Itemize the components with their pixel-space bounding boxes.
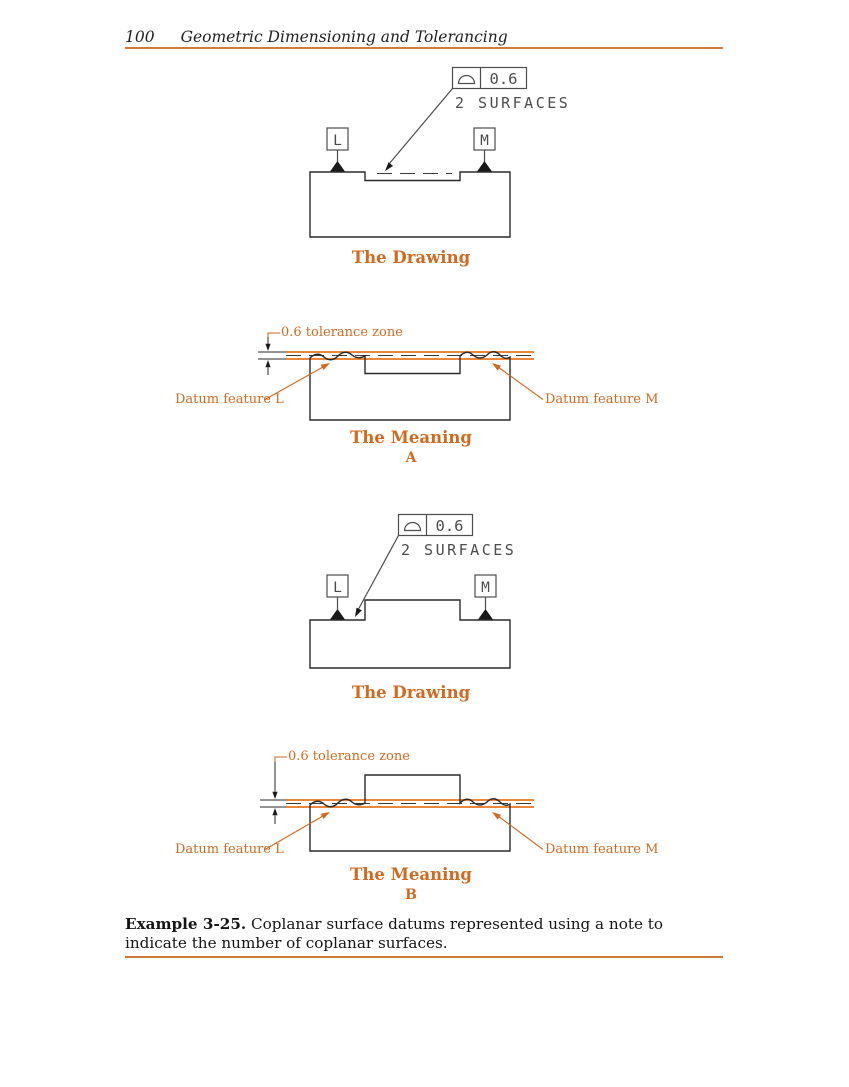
- fcf-tolerance-value: 0.6: [435, 517, 464, 535]
- part-outline: [310, 172, 510, 237]
- datum-m-leader-arrow: [492, 812, 501, 820]
- fig-b-datum-m-label: Datum feature M: [545, 842, 659, 857]
- part-outline: [310, 600, 510, 668]
- caption-lead: Example 3-25.: [125, 915, 247, 933]
- fig-b-zone-label: 0.6 tolerance zone: [288, 749, 410, 764]
- dim-arrow-upper: [265, 344, 270, 351]
- datum-l-triangle: [330, 609, 345, 620]
- datum-m-letter: M: [480, 133, 489, 149]
- fig-a-datum-m-label: Datum feature M: [545, 392, 659, 407]
- fcf-leader-arrow: [355, 608, 362, 617]
- zone-label-leader: [275, 757, 287, 762]
- footer-rule: [125, 956, 723, 958]
- fig-a-meaning-title: The Meaning: [350, 428, 472, 447]
- surfaces-note: 2 SURFACES: [455, 94, 571, 112]
- profile-of-a-surface-icon: [405, 523, 421, 531]
- fcf-tolerance-value: 0.6: [489, 70, 518, 88]
- datum-m-leader-arrow: [492, 363, 501, 371]
- profile-of-a-surface-icon: [459, 76, 475, 84]
- fig-a-drawing-title: The Drawing: [351, 248, 471, 267]
- datum-l-letter: L: [333, 580, 342, 596]
- fig-a-drawing: [310, 68, 570, 238]
- page-number: 100: [125, 28, 155, 46]
- fig-b-meaning: [260, 757, 543, 851]
- fig-b-drawing-title: The Drawing: [351, 683, 471, 702]
- datum-m-leader: [498, 367, 543, 400]
- fig-b-letter: B: [405, 887, 417, 903]
- fig-b-drawing: [310, 515, 516, 669]
- fig-a-zone-label: 0.6 tolerance zone: [281, 325, 403, 340]
- datum-l-leader-arrow: [321, 363, 330, 370]
- dim-arrow-lower: [272, 808, 277, 815]
- part-outline-meaning: [310, 352, 510, 420]
- dim-arrow-upper: [272, 792, 277, 799]
- surfaces-note: 2 SURFACES: [401, 541, 517, 559]
- datum-l-leader-arrow: [321, 812, 330, 819]
- fcf-leader: [358, 536, 399, 611]
- zone-label-leader: [268, 333, 280, 337]
- fcf-leader: [389, 89, 453, 165]
- dim-arrow-lower: [265, 360, 270, 367]
- running-title: Geometric Dimensioning and Tolerancing: [180, 28, 508, 46]
- fig-b-meaning-title: The Meaning: [350, 865, 472, 884]
- fig-a-meaning: [258, 333, 543, 420]
- datum-l-triangle: [330, 161, 345, 172]
- datum-m-triangle: [477, 161, 492, 172]
- fig-b-datum-l-label: Datum feature L: [175, 842, 284, 857]
- example-caption: [125, 915, 725, 954]
- caption-body: Coplanar surface datums represented using a note to indicate the number of coplanar surfaces.: [125, 915, 664, 953]
- fig-a-datum-l-label: Datum feature L: [175, 392, 284, 407]
- datum-m-letter: M: [481, 580, 490, 596]
- part-outline-meaning: [310, 775, 510, 851]
- fig-a-letter: A: [405, 450, 417, 466]
- datum-m-leader: [498, 816, 543, 850]
- datum-l-letter: L: [333, 133, 342, 149]
- fcf-leader-arrow: [385, 162, 393, 171]
- datum-m-triangle: [478, 609, 493, 620]
